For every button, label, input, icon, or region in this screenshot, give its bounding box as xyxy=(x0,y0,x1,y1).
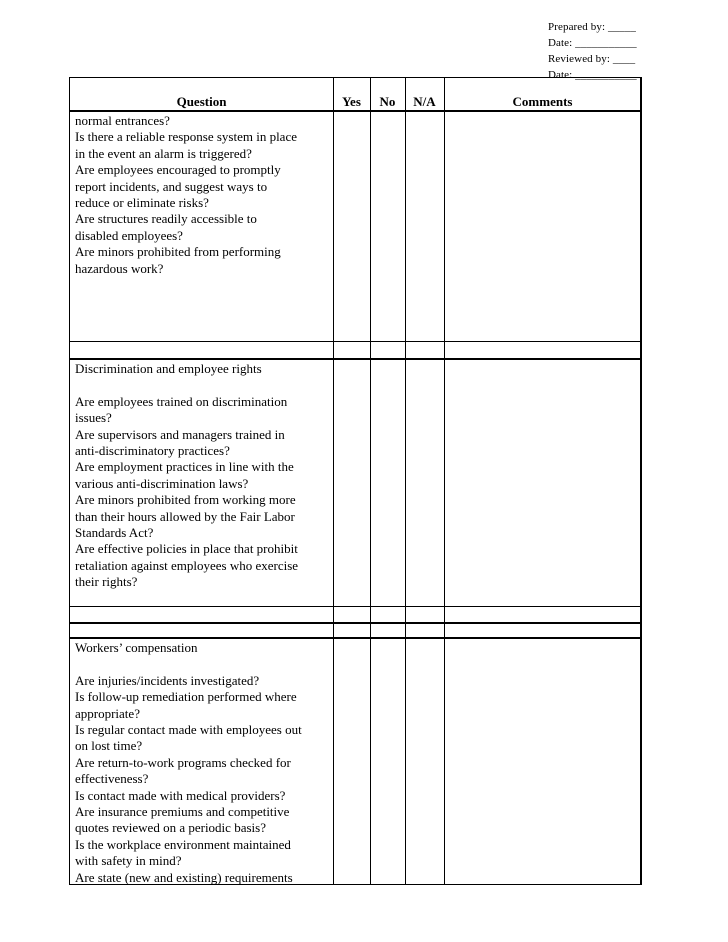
prepared-by-field: Prepared by: _____ xyxy=(548,21,636,33)
question-line: Are return-to-work programs checked for xyxy=(75,754,291,770)
column-divider xyxy=(370,78,371,884)
question-line: Standards Act? xyxy=(75,525,154,541)
section-title: Workers’ compensation xyxy=(75,640,198,655)
section-discrimination xyxy=(75,361,330,591)
row-divider xyxy=(70,341,640,342)
question-line: with safety in mind? xyxy=(75,853,182,869)
question-line: retaliation against employees who exercise xyxy=(75,557,299,573)
question-line: normal entrances? xyxy=(75,113,170,128)
question-line: Are employment practices in line with the xyxy=(75,459,294,475)
question-line: issues? xyxy=(75,410,112,426)
row-divider xyxy=(70,358,640,360)
row-divider xyxy=(70,606,640,607)
question-line: anti-discriminatory practices? xyxy=(75,443,230,459)
question-line: reduce or eliminate risks? xyxy=(75,195,209,211)
question-line: effectiveness? xyxy=(75,771,149,787)
question-line: disabled employees? xyxy=(75,227,183,243)
row-divider xyxy=(70,622,640,624)
question-line: report incidents, and suggest ways to xyxy=(75,178,268,194)
question-line: Is contact made with medical providers? xyxy=(75,787,286,803)
question-line: Are effective policies in place that prohibit xyxy=(75,541,298,557)
column-header-na: N/A xyxy=(413,94,436,109)
question-line: quotes reviewed on a periodic basis? xyxy=(75,820,266,836)
question-line: Are state (new and existing) requirements xyxy=(75,869,293,885)
row-divider xyxy=(70,637,640,639)
question-line: Are injuries/incidents investigated? xyxy=(75,672,260,688)
checklist-table xyxy=(69,77,642,885)
header-divider xyxy=(70,110,640,112)
question-line: than their hours allowed by the Fair Labor xyxy=(75,508,295,524)
column-divider xyxy=(405,78,406,884)
question-line: various anti-discrimination laws? xyxy=(75,475,249,491)
question-line: Are insurance premiums and competitive xyxy=(75,804,290,820)
question-line: Is there a reliable response system in place xyxy=(75,129,297,145)
question-line: Are employees encouraged to promptly xyxy=(75,162,281,178)
date-field: Date: ___________ xyxy=(548,37,637,49)
question-line: Is regular contact made with employees out xyxy=(75,722,302,738)
section-title: Discrimination and employee rights xyxy=(75,361,262,376)
question-line: Is follow-up remediation performed where xyxy=(75,689,297,705)
column-divider xyxy=(333,78,334,884)
question-line: Are minors prohibited from working more xyxy=(75,492,296,508)
column-divider xyxy=(444,78,445,884)
review-date-field: Date: ___________ xyxy=(548,69,637,81)
column-header-question: Question xyxy=(176,94,227,109)
review-signoff-block xyxy=(548,19,644,83)
question-line: Are employees trained on discrimination xyxy=(75,393,288,409)
section-hazards-questions xyxy=(75,113,330,277)
question-line: their rights? xyxy=(75,574,138,590)
column-header-yes: Yes xyxy=(342,94,361,109)
question-line: Are minors prohibited from performing xyxy=(75,244,281,260)
question-line: hazardous work? xyxy=(75,260,164,276)
question-line: in the event an alarm is triggered? xyxy=(75,145,252,161)
question-line: Is the workplace environment maintained xyxy=(75,836,291,852)
question-line: on lost time? xyxy=(75,738,143,754)
section-workers-compensation xyxy=(75,640,330,886)
question-line: Are supervisors and managers trained in xyxy=(75,426,285,442)
question-line: Are structures readily accessible to xyxy=(75,211,257,227)
reviewed-by-field: Reviewed by: ____ xyxy=(548,53,636,65)
question-line: appropriate? xyxy=(75,705,140,721)
column-header-comments: Comments xyxy=(512,94,573,109)
column-header-no: No xyxy=(379,94,396,109)
